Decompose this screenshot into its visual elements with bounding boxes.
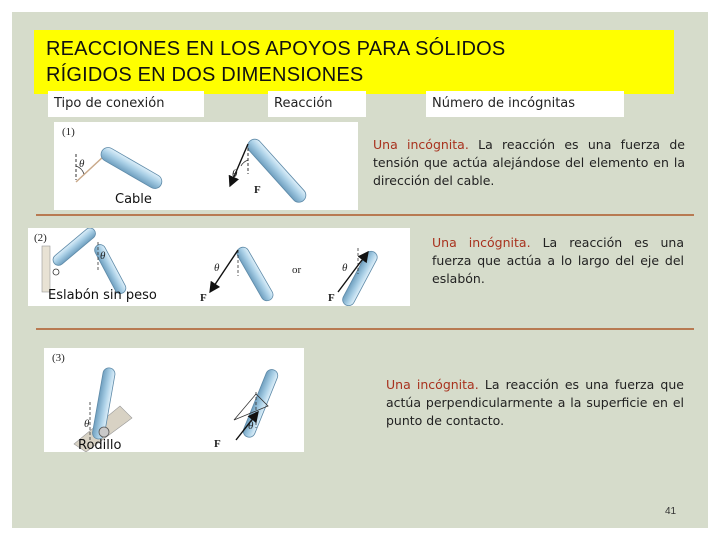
row1-figure-panel	[54, 122, 358, 210]
row1-figure-number: (1)	[62, 126, 75, 138]
cable-reaction-drawing	[230, 136, 309, 205]
row1-connection-label: Cable	[115, 192, 152, 207]
row2-reaction-b-theta-symbol: θ	[342, 262, 348, 274]
row3-description-text: La reacción es una fuerza que actúa perpendicularmente a la superficie en el punto de contacto.	[386, 377, 684, 428]
row3-figure-number: (3)	[52, 352, 65, 364]
cable-diagram	[54, 122, 358, 210]
row1-description-text: La reacción es una fuerza de tensión que actúa alejándose del elemento en la dirección del cable.	[373, 137, 685, 188]
row-divider-1	[36, 214, 694, 216]
row3-connection-label: Rodillo	[78, 438, 122, 453]
header-reaction: Reacción	[268, 91, 366, 117]
page-number: 41	[665, 506, 677, 517]
row2-theta-symbol: θ	[100, 250, 106, 262]
row1-reaction-theta-symbol: θ	[232, 168, 238, 180]
row2-force-a-symbol: F	[200, 292, 207, 304]
row2-connection-label: Eslabón sin peso	[48, 288, 157, 303]
row3-description	[386, 376, 684, 430]
row2-or-label: or	[292, 264, 302, 276]
link-reaction-drawing-b	[338, 248, 379, 306]
row2-unknowns-lead: Una incógnita.	[432, 235, 531, 250]
slide-title-line-1: REACCIONES EN LOS APOYOS PARA SÓLIDOS	[46, 38, 506, 60]
header-unknowns: Número de incógnitas	[426, 91, 624, 117]
cable-connection-drawing	[76, 145, 164, 191]
row3-reaction-theta-symbol: θ	[248, 420, 254, 432]
row3-force-symbol: F	[214, 438, 221, 450]
row2-description-text: La reacción es una fuerza que actúa a lo largo del eje del eslabón.	[432, 235, 684, 286]
roller-diagram	[44, 348, 304, 452]
row-divider-2	[36, 328, 694, 330]
row3-theta-symbol: θ	[84, 418, 90, 430]
row1-force-symbol: F	[254, 184, 261, 196]
link-connection-drawing	[42, 228, 128, 295]
roller-reaction-drawing	[234, 368, 280, 440]
row2-reaction-a-theta-symbol: θ	[214, 262, 220, 274]
row2-figure-number: (2)	[34, 232, 47, 244]
row3-unknowns-lead: Una incógnita.	[386, 377, 479, 392]
row1-theta-symbol: θ	[79, 158, 85, 170]
row2-description	[432, 234, 684, 288]
slide-title-line-2: RÍGIDOS EN DOS DIMENSIONES	[46, 64, 364, 86]
row1-description	[373, 136, 685, 190]
row1-unknowns-lead: Una incógnita.	[373, 137, 469, 152]
row2-force-b-symbol: F	[328, 292, 335, 304]
row3-figure-panel	[44, 348, 304, 452]
link-reaction-drawing-a	[210, 245, 275, 303]
header-connection-type: Tipo de conexión	[48, 91, 204, 117]
